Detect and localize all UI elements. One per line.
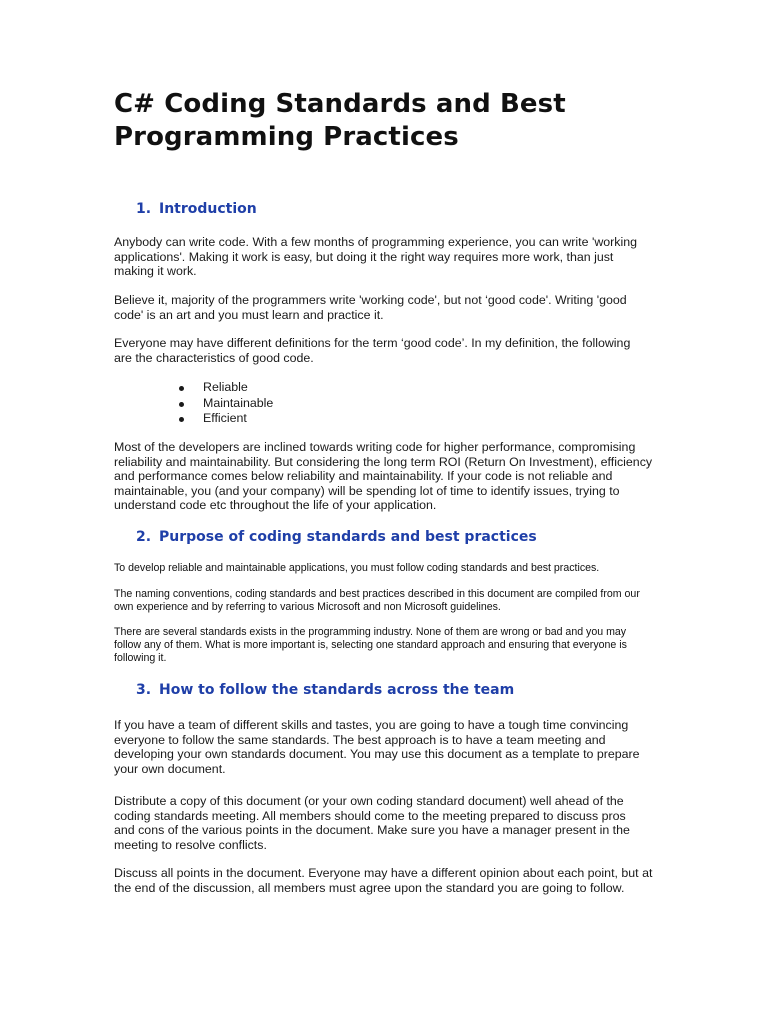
section-number: 2. (136, 529, 152, 545)
section-title: Purpose of coding standards and best practices (159, 529, 537, 545)
good-code-characteristics-list (178, 380, 273, 427)
bullet-icon (179, 417, 184, 422)
section-number: 3. (136, 682, 152, 698)
list-item-label: Reliable (203, 380, 248, 394)
section-title: Introduction (159, 201, 257, 217)
section-heading-team-standards (136, 681, 514, 699)
purpose-paragraph-2: The naming conventions, coding standards and best practices described in this document are compiled from our own experience and by referring to various Microsoft and non Microsoft guidelines. (114, 588, 640, 614)
purpose-paragraph-3: There are several standards exists in the programming industry. None of them are wrong or bad and you may follow any of them. What is more important is, selecting one standard approach and ensuring that everyone is following it. (114, 626, 627, 665)
list-item-label: Maintainable (203, 395, 274, 410)
section-number: 1. (136, 201, 152, 217)
intro-paragraph-1: Anybody can write code. With a few months of programming experience, you can write 'working applications'. Making it work is easy, but doing it the right way requires more work, than just making it work. (114, 235, 638, 278)
intro-closing-paragraph: Most of the developers are inclined towards writing code for higher performance, compromising reliability and maintainability. But considering the long term ROI (Return On Investment), efficiency and performance comes below reliability and maintainability. If your code is not reliable and maintainable, you (and your company) will be spending lot of time to identify issues, trying to understand code etc throughout the life of your application. (114, 440, 653, 512)
intro-paragraph-2: Believe it, majority of the programmers write 'working code', but not ‘good code'. Writing 'good code' is an art and you must learn and practice it. (114, 293, 627, 322)
list-item (178, 396, 273, 412)
section-title: How to follow the standards across the team (159, 682, 515, 698)
list-item-label: Efficient (203, 411, 247, 426)
document-title: C# Coding Standards and Best Programming Practices (114, 89, 566, 152)
bullet-icon (179, 386, 184, 391)
team-paragraph-2: Distribute a copy of this document (or your own coding standard document) well ahead of the coding standards meeting. All members should come to the meeting prepared to discuss pros and cons of the various points in the document. Make sure you have a manager present in the meeting to resolve conflicts. (114, 794, 630, 852)
bullet-icon (179, 402, 184, 407)
list-item (178, 380, 273, 396)
team-paragraph-3: Discuss all points in the document. Everyone may have a different opinion about each point, but at the end of the discussion, all members must agree upon the standard you are going to follow. (114, 866, 653, 895)
section-heading-purpose (136, 528, 537, 546)
list-item (178, 411, 273, 427)
team-paragraph-1: If you have a team of different skills and tastes, you are going to have a tough time convincing everyone to follow the same standards. The best approach is to have a team meeting and developing your own standards document. You may use this document as a template to prepare your own document. (114, 718, 640, 776)
section-heading-introduction (136, 200, 257, 218)
purpose-paragraph-1: To develop reliable and maintainable applications, you must follow coding standards and best practices. (114, 562, 600, 574)
intro-paragraph-3: Everyone may have different definitions for the term ‘good code’. In my definition, the following are the characteristics of good code. (114, 336, 631, 365)
